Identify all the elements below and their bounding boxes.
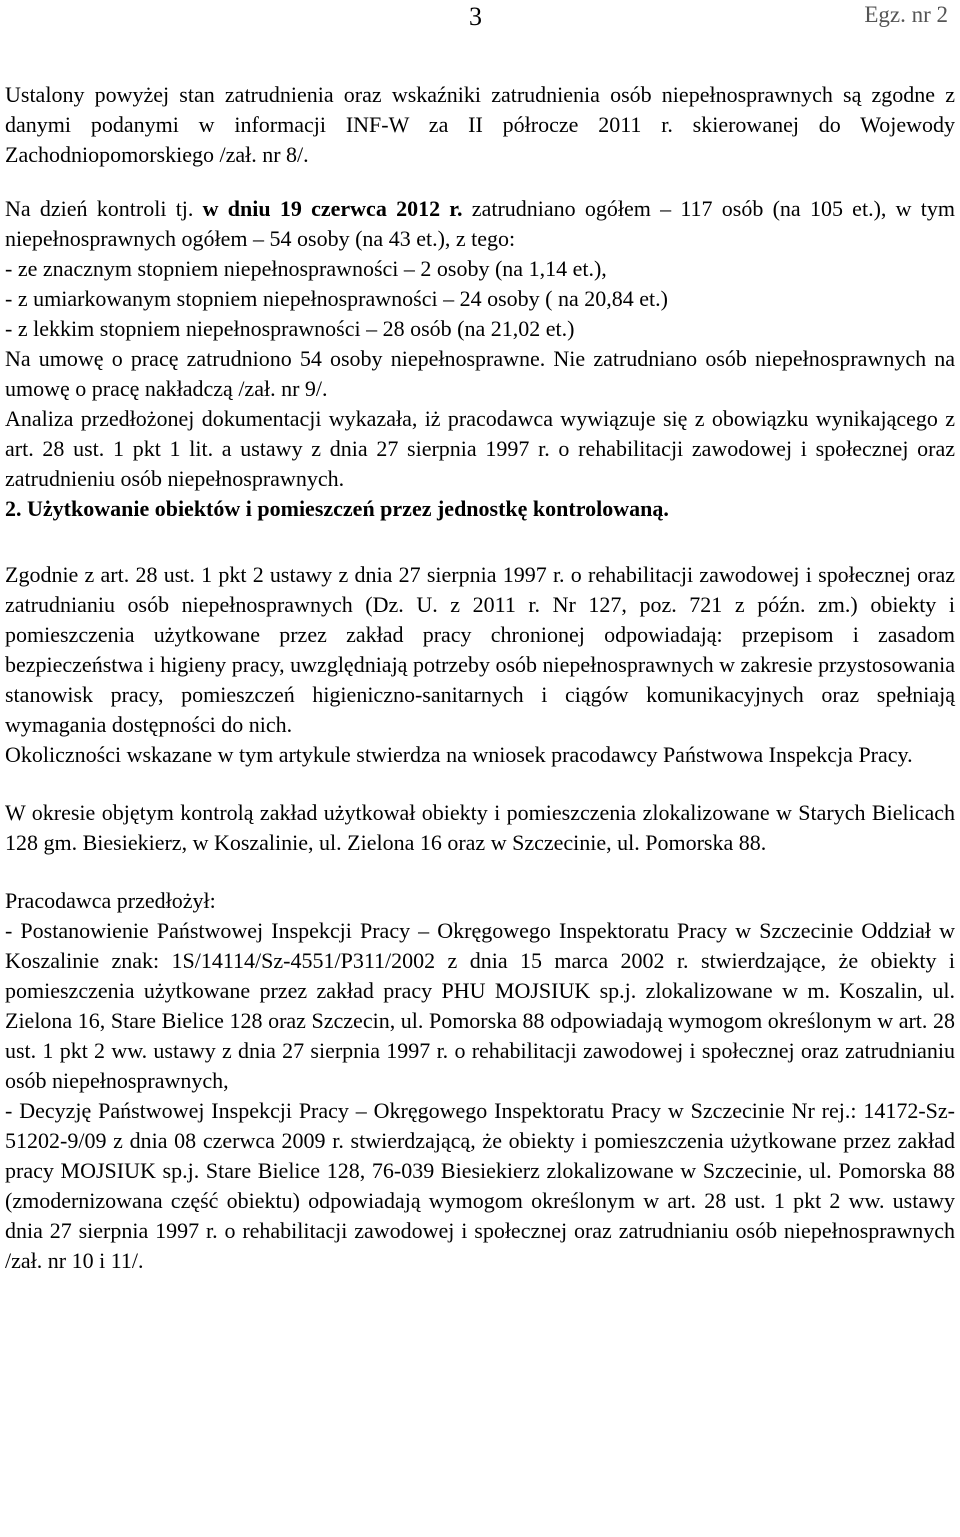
postanowienie-item: - Postanowienie Państwowej Inspekcji Pracy – Okręgowego Inspektoratu Pracy w Szczecinie Oddział w Koszalinie znak: 1S/14114/Sz-4551/P311/2002 z dnia 15 marca 2002 r. stwierdzające, że obiekty i pomieszczenia użytkowane przez zakład pracy PHU MOJSIUK sp.j. zlokalizowane w m. Koszalin, ul. Zielona 16, Stare Bielice 128 oraz Szczecin, ul. Pomorska 88 odpowiadają wymogom określonym w art. 28 ust. 1 pkt 2 ww. ustawy z dnia 27 sierpnia 1997 r. o rehabilitacji zawodowej i społecznej oraz zatrudnianiu osób niepełnosprawnych, (5, 918, 955, 1093)
mild-disability-item: - z lekkim stopniem niepełnosprawności – 28 osób (na 21,02 et.) (5, 316, 575, 341)
inspection-day-paragraph (5, 194, 955, 254)
analysis-paragraph: Analiza przedłożonej dokumentacji wykazała, iż pracodawca wywiązuje się z obowiązku wynikającego z art. 28 ust. 1 pkt 1 lit. a ustawy z dnia 27 sierpnia 1997 r. o rehabilitacji zawodowej i społecznej oraz zatrudnieniu osób niepełnosprawnych. (5, 406, 955, 491)
decyzja-item: - Decyzję Państwowej Inspekcji Pracy – Okręgowego Inspektoratu Pracy w Szczecinie Nr rej.: 14172-Sz-51202-9/09 z dnia 08 czerwca 2009 r. stwierdzającą, że obiekty i pomieszczenia użytkowane przez zakład pracy MOJSIUK sp.j. Stare Bielice 128, 76-039 Biesiekierz zlokalizowane w Szczecinie, ul. Pomorska 88 (zmodernizowana część obiektu) odpowiadają wymogom określonym w art. 28 ust. 1 pkt 2 ww. ustawy dnia 27 sierpnia 1997 r. o rehabilitacji zawodowej i społecznej oraz zatrudnianiu osób niepełnosprawnych /zał. nr 10 i 11/. (5, 1098, 955, 1273)
locations-paragraph: W okresie objętym kontrolą zakład użytkował obiekty i pomieszczenia zlokalizowane w Starych Bielicach 128 gm. Biesiekierz, w Koszalinie, ul. Zielona 16 oraz w Szczecinie, ul. Pomorska 88. (5, 800, 955, 855)
inspection-day-suffix: zatrudniano ogółem – 117 osób (na 105 et.), w tym niepełnosprawnych ogółem – 54 osoby (na 43 et.), z tego: (5, 196, 955, 251)
inspection-date: w dniu 19 czerwca 2012 r. (202, 196, 463, 221)
legal-basis-paragraph: Zgodnie z art. 28 ust. 1 pkt 2 ustawy z dnia 27 sierpnia 1997 r. o rehabilitacji zawodowej i społecznej oraz zatrudnianiu osób niepełnosprawnych (Dz. U. z 2011 r. Nr 127, poz. 721 z późn. zm.) obiekty i pomieszczenia użytkowane przez zakład pracy chronionej odpowiadają: przepisom i zasadom bezpieczeństwa i higieny pracy, uwzględniają potrzeby osób niepełnosprawnych w zakresie przystosowania stanowisk pracy, pomieszczeń higieniczno-sanitarnych i ciągów komunikacyjnych oraz spełniają wymagania dostępności do nich. (5, 562, 955, 737)
section-2-heading: 2. Użytkowanie obiektów i pomieszczeń przez jednostkę kontrolowaną. (5, 496, 669, 521)
employment-contract-paragraph: Na umowę o pracę zatrudniono 54 osoby niepełnosprawne. Nie zatrudniano osób niepełnosprawnych na umowę o pracę nakładczą /zał. nr 9/. (5, 346, 955, 401)
inspection-day-prefix: Na dzień kontroli tj. (5, 196, 203, 221)
employment-summary-paragraph: Ustalony powyżej stan zatrudnienia oraz wskaźniki zatrudnienia osób niepełnosprawnych są zgodne z danymi podanymi w informacji INF-W za II półrocze 2011 r. skierowanej do Wojewody Zachodniopomorskiego /zał. nr 8/. (5, 82, 955, 167)
severe-disability-item: - ze znacznym stopniem niepełnosprawności – 2 osoby (na 1,14 et.), (5, 256, 607, 281)
document-body (5, 80, 955, 1276)
copy-label: Egz. nr 2 (864, 2, 948, 27)
page-number: 3 (469, 2, 482, 31)
submitted-documents-intro: Pracodawca przedłożył: (5, 888, 216, 913)
moderate-disability-item: - z umiarkowanym stopniem niepełnosprawności – 24 osoby ( na 20,84 et.) (5, 286, 668, 311)
circumstances-paragraph: Okoliczności wskazane w tym artykule stwierdza na wniosek pracodawcy Państwowa Inspekcja Pracy. (5, 742, 913, 767)
